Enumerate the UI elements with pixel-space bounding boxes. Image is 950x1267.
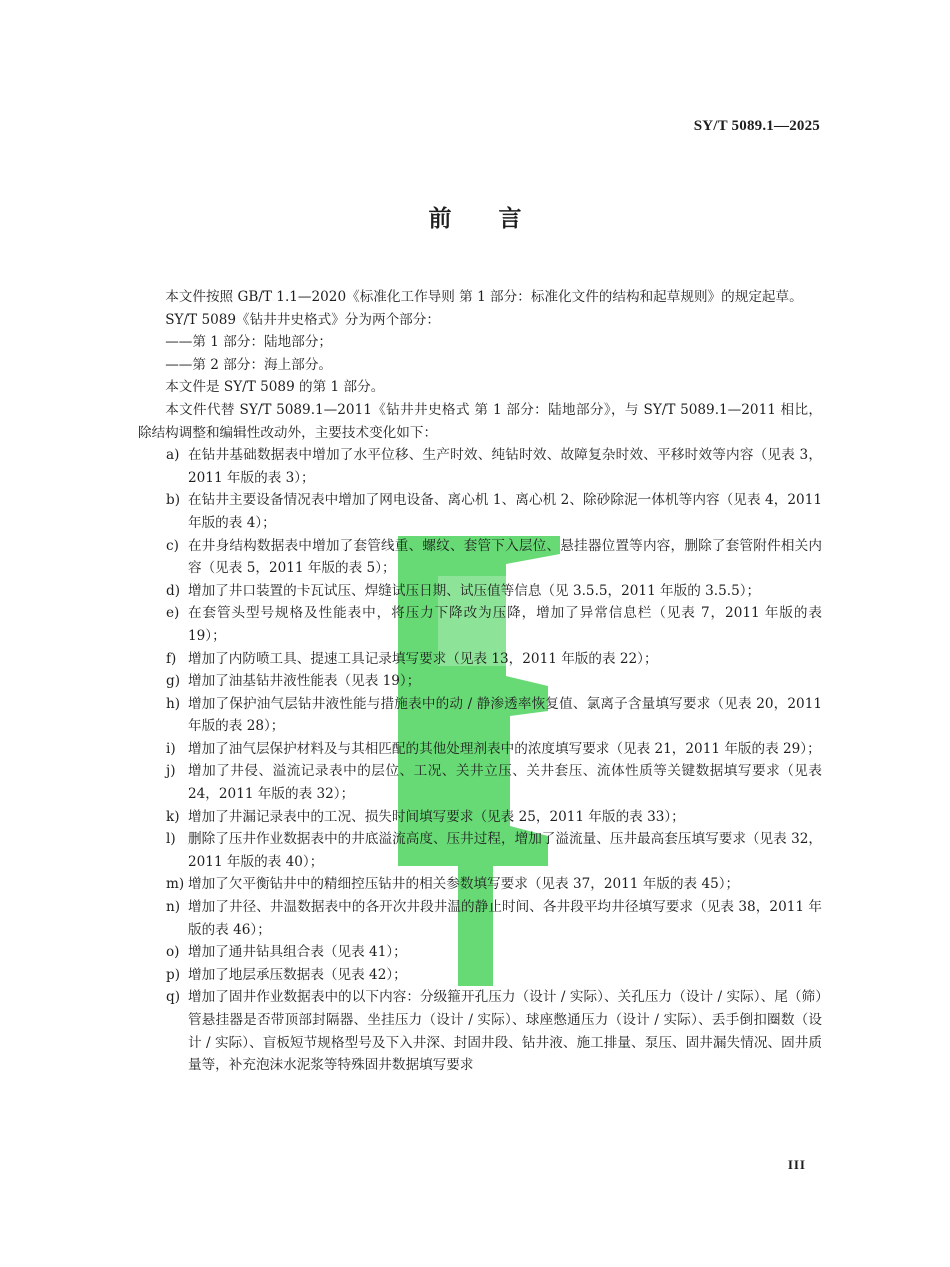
- changes-list: [138, 444, 822, 1077]
- change-item: [166, 873, 822, 896]
- change-item-label: d): [166, 582, 181, 599]
- title-char: 言: [498, 205, 522, 232]
- paragraph: 本文件代替 SY/T 5089.1—2011《钻井井史格式 第 1 部分：陆地部分》，与 SY/T 5089.1—2011 相比，除结构调整和编辑性改动外，主要技术变化如下：: [138, 401, 822, 441]
- page-number: III: [787, 1157, 806, 1172]
- change-item: [166, 670, 822, 693]
- standard-code: SY/T 5089.1—2025: [693, 118, 820, 134]
- change-item-label: b): [166, 492, 181, 509]
- change-item-text: 在钻井主要设备情况表中增加了网电设备、离心机 1、离心机 2、除砂除泥一体机等内容（见表 4，2011 年版的表 4）；: [188, 492, 822, 531]
- change-item-text: 增加了井侵、溢流记录表中的层位、工况、关井立压、关井套压、流体性质等关键数据填写要求（见表 24，2011 年版的表 32）；: [188, 763, 822, 803]
- change-item-text: 增加了固井作业数据表中的以下内容：分级箍开孔压力（设计 / 实际）、关孔压力（设计 / 实际）、尾（筛）管悬挂器是否带顶部封隔器、坐挂压力（设计 / 实际）、球座憋通压力（设计 / 实际）、丢手倒扣圈数（设计 / 实际）、盲板短节规格型号及下入井深、封固井段、钻井液、施工排量、泵压、固井漏失情况、固井质量等，补充泡沫水泥浆等特殊固井数据填写要求: [188, 989, 822, 1074]
- change-item-label: j): [166, 763, 176, 780]
- change-item-label: n): [166, 899, 181, 916]
- change-item: [166, 535, 822, 580]
- change-item: [166, 941, 822, 964]
- change-item-label: p): [166, 966, 181, 983]
- change-item-label: l): [166, 831, 176, 848]
- change-item-text: 增加了井径、井温数据表中的各开次井段井温的静止时间、各井段平均井径填写要求（见表 38，2011 年版的表 46）；: [188, 899, 822, 938]
- change-item: [166, 444, 822, 489]
- change-item-label: a): [166, 447, 180, 464]
- change-item-text: 在井身结构数据表中增加了套管线重、螺纹、套管下入层位、悬挂器位置等内容，删除了套管附件相关内容（见表 5，2011 年版的表 5）；: [188, 537, 822, 577]
- change-item-text: 增加了油基钻井液性能表（见表 19）；: [188, 673, 421, 690]
- change-item-text: 增加了内防喷工具、提速工具记录填写要求（见表 13，2011 年版的表 22）；: [188, 650, 658, 667]
- change-item: [166, 489, 822, 534]
- change-item-label: k): [166, 808, 180, 825]
- change-item: [166, 602, 822, 647]
- change-item-label: i): [166, 740, 176, 757]
- dash-list-item: ——第 2 部分：海上部分。: [165, 356, 333, 373]
- change-item: [166, 986, 822, 1076]
- paragraph: SY/T 5089《钻井井史格式》分为两个部分：: [165, 311, 440, 328]
- change-item-text: 增加了欠平衡钻井中的精细控压钻井的相关参数填写要求（见表 37，2011 年版的表 45）；: [188, 876, 740, 893]
- page-title: [0, 200, 950, 233]
- paragraph: 本文件是 SY/T 5089 的第 1 部分。: [165, 379, 385, 396]
- change-item-text: 增加了井口装置的卡瓦试压、焊缝试压日期、试压值等信息（见 3.5.5，2011 年版的 3.5.5）；: [188, 582, 761, 599]
- change-item-text: 增加了保护油气层钻井液性能与措施表中的动 / 静渗透率恢复值、氯离子含量填写要求（见表 20，2011 年版的表 28）；: [188, 695, 822, 735]
- change-item-label: g): [166, 673, 181, 690]
- change-item-label: e): [166, 605, 180, 622]
- change-item: [166, 648, 822, 671]
- dash-list-item: ——第 1 部分：陆地部分；: [165, 334, 333, 351]
- change-item: [166, 580, 822, 603]
- change-item: [166, 964, 822, 987]
- paragraph: 本文件按照 GB/T 1.1—2020《标准化工作导则 第 1 部分：标准化文件的结构和起草规则》的规定起草。: [165, 289, 803, 305]
- change-item-label: f): [166, 650, 177, 667]
- change-item-label: m): [166, 876, 185, 893]
- change-item-text: 增加了地层承压数据表（见表 42）；: [188, 966, 407, 983]
- change-item-text: 删除了压井作业数据表中的井底溢流高度、压井过程，增加了溢流量、压井最高套压填写要求（见表 32，2011 年版的表 40）；: [188, 831, 822, 870]
- change-item-label: h): [166, 695, 181, 712]
- change-item-text: 增加了井漏记录表中的工况、损失时间填写要求（见表 25，2011 年版的表 33）；: [188, 808, 685, 825]
- title-char: 前: [428, 205, 452, 232]
- change-item-text: 增加了油气层保护材料及与其相匹配的其他处理剂表中的浓度填写要求（见表 21，2011 年版的表 29）；: [188, 740, 821, 757]
- change-item-text: 增加了通井钻具组合表（见表 41）；: [188, 944, 407, 961]
- change-item: [166, 693, 822, 738]
- change-item-label: q): [166, 989, 181, 1006]
- change-item-text: 在钻井基础数据表中增加了水平位移、生产时效、纯钻时效、故障复杂时效、平移时效等内容（见表 3，2011 年版的表 3）；: [188, 447, 822, 486]
- change-item: [166, 760, 822, 805]
- change-item: [166, 828, 822, 873]
- change-item-label: o): [166, 944, 180, 961]
- change-item: [166, 738, 822, 761]
- change-item-text: 在套管头型号规格及性能表中，将压力下降改为压降，增加了异常信息栏（见表 7，2011 年版的表 19）；: [188, 605, 822, 644]
- change-item: [166, 806, 822, 829]
- change-item: [166, 896, 822, 941]
- change-item-label: c): [166, 537, 179, 554]
- foreword-body: [138, 286, 822, 1077]
